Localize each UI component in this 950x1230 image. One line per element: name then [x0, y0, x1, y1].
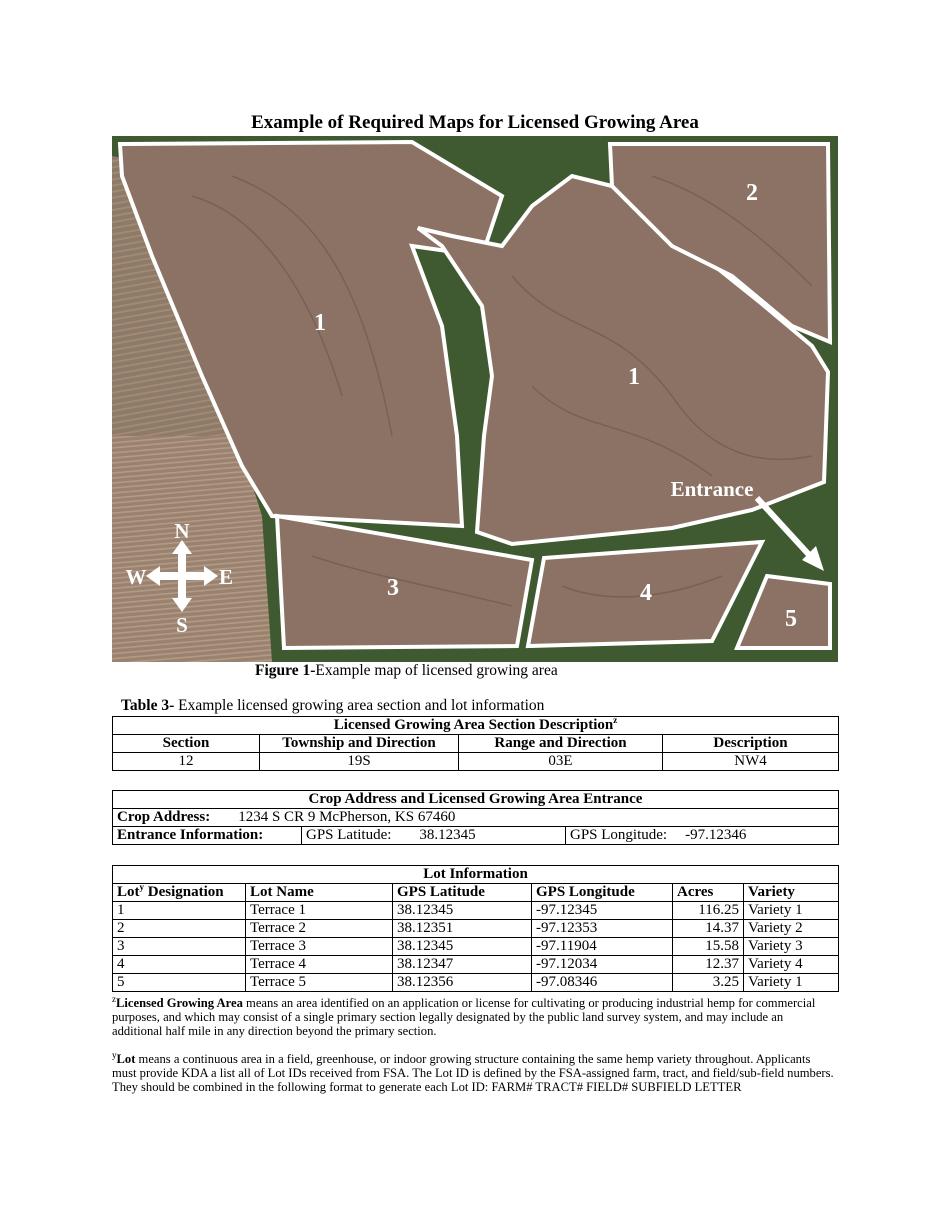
- crop-address-label: Crop Address:: [117, 809, 211, 825]
- footnote-term: Licensed Growing Area: [116, 996, 243, 1010]
- table-cell: -97.12353: [532, 920, 673, 938]
- table-cell: Terrace 3: [246, 938, 393, 956]
- table-cell: 3.25: [673, 974, 744, 992]
- table-cell: 14.37: [673, 920, 744, 938]
- crop-address-table: [112, 790, 839, 845]
- gps-longitude-value: -97.12346: [685, 827, 747, 843]
- column-header: GPS Latitude: [393, 884, 532, 902]
- entrance-label: Entrance: [670, 477, 754, 501]
- field-label: 2: [746, 180, 758, 206]
- field-label: 3: [387, 575, 399, 601]
- footnote-text: means an area identified on an application or license for cultivating or producing industrial hemp for commercial purposes, and which may consist of a single primary section legally designated by the public land survey system, and may include an additional half mile in any direction beyond the primary section.: [112, 996, 816, 1039]
- table-row: [113, 956, 839, 974]
- field-label: 1: [628, 364, 640, 390]
- table-cell: 116.25: [673, 902, 744, 920]
- aerial-map: [112, 136, 838, 662]
- table-cell: 38.12351: [393, 920, 532, 938]
- gps-latitude-cell: GPS Latitude: 38.12345: [302, 827, 566, 845]
- table-cell: Variety 4: [744, 956, 839, 974]
- column-header: Variety: [744, 884, 839, 902]
- footnote-text: means a continuous area in a field, greenhouse, or indoor growing structure containing the same hemp variety throughout. Applicants must provide KDA a list all of Lot IDs received from FSA. The Lot ID is defined by the FSA-assigned farm, tract, and field/sub-field numbers. They should be combined in the following format to generate each Lot ID: FARM# TRACT# FIELD# SUBFIELD LETTER: [112, 1052, 834, 1095]
- compass-west-label: W: [125, 565, 147, 589]
- table-cell: 38.12356: [393, 974, 532, 992]
- entrance-label: Entrance Information:: [113, 827, 302, 845]
- page-title: Example of Required Maps for Licensed Growing Area: [251, 112, 699, 133]
- figure-caption: [255, 662, 558, 680]
- table-row: [113, 902, 839, 920]
- table-cell: -97.12345: [532, 902, 673, 920]
- table-cell: NW4: [663, 753, 839, 771]
- column-header: Description: [663, 735, 839, 753]
- compass-north-label: N: [174, 519, 190, 543]
- column-header: Lot$^y$ Designation: [113, 884, 246, 902]
- table-cell: Variety 3: [744, 938, 839, 956]
- table-cell: Terrace 1: [246, 902, 393, 920]
- table-caption-text: Example licensed growing area section and lot information: [174, 697, 545, 714]
- column-header: Lot Name: [246, 884, 393, 902]
- table-cell: 38.12347: [393, 956, 532, 974]
- table-row: [113, 753, 839, 771]
- gps-latitude-value: 38.12345: [419, 827, 476, 843]
- table-row: [113, 920, 839, 938]
- footnote-lot: $^y$Lot means a continuous area in a field, greenhouse, or indoor growing structure containing the same hemp variety throughout. Applicants must provide KDA a list all of Lot IDs received from FSA. The Lot ID is defined by the FSA-assigned farm, tract, and field/sub-field numbers. They should be combined in the following format to generate each Lot ID: FARM# TRACT# FIELD# SUBFIELD LETTER: [112, 1049, 834, 1095]
- table-cell: 19S: [260, 753, 459, 771]
- address-table-title: Crop Address and Licensed Growing Area Entrance: [113, 791, 839, 809]
- column-header: Acres: [673, 884, 744, 902]
- crop-address-row: [113, 809, 839, 827]
- table-cell: 12.37: [673, 956, 744, 974]
- field-label: 1: [314, 310, 326, 336]
- field-label: 5: [785, 606, 797, 632]
- table-cell: 15.58: [673, 938, 744, 956]
- lot-information-table: [112, 865, 839, 992]
- table-cell: Variety 1: [744, 902, 839, 920]
- compass-south-label: S: [176, 613, 188, 637]
- column-header: Range and Direction: [459, 735, 663, 753]
- table-row: [113, 938, 839, 956]
- figure-caption-text: Example map of licensed growing area: [315, 662, 558, 679]
- column-header: GPS Longitude: [532, 884, 673, 902]
- table-caption-label: Table 3-: [121, 697, 175, 714]
- table-cell: 1: [113, 902, 246, 920]
- lot-table-title: Lot Information: [113, 866, 839, 884]
- table-cell: 4: [113, 956, 246, 974]
- table-cell: Variety 1: [744, 974, 839, 992]
- field-label: 4: [640, 580, 652, 606]
- table-cell: Terrace 4: [246, 956, 393, 974]
- table-cell: 5: [113, 974, 246, 992]
- column-header: Township and Direction: [260, 735, 459, 753]
- table-cell: Variety 2: [744, 920, 839, 938]
- table-cell: Terrace 5: [246, 974, 393, 992]
- table-cell: 12: [113, 753, 260, 771]
- column-header: Section: [113, 735, 260, 753]
- table-caption: [121, 697, 544, 715]
- footnote-licensed-growing-area: $^z$Licensed Growing Area means an area identified on an application or license for cultivating or producing industrial hemp for commercial purposes, and which may consist of a single primary section legally designated by the public land survey system, and may include an additional half mile in any direction beyond the primary section.: [112, 993, 816, 1039]
- figure-caption-label: Figure 1-: [255, 662, 316, 679]
- table-cell: 38.12345: [393, 902, 532, 920]
- table-cell: 03E: [459, 753, 663, 771]
- table-cell: Terrace 2: [246, 920, 393, 938]
- table-cell: -97.12034: [532, 956, 673, 974]
- section-description-table: [112, 716, 839, 771]
- table-row: [113, 974, 839, 992]
- gps-longitude-cell: GPS Longitude: -97.12346: [566, 827, 839, 845]
- table-cell: 3: [113, 938, 246, 956]
- table-cell: 2: [113, 920, 246, 938]
- table-cell: 38.12345: [393, 938, 532, 956]
- table-cell: -97.11904: [532, 938, 673, 956]
- crop-address-value: 1234 S CR 9 McPherson, KS 67460: [238, 809, 456, 825]
- compass-east-label: E: [218, 565, 234, 589]
- table-cell: -97.08346: [532, 974, 673, 992]
- footnote-term: Lot: [116, 1052, 136, 1066]
- section-table-title: Licensed Growing Area Section Description$^z$: [113, 717, 839, 735]
